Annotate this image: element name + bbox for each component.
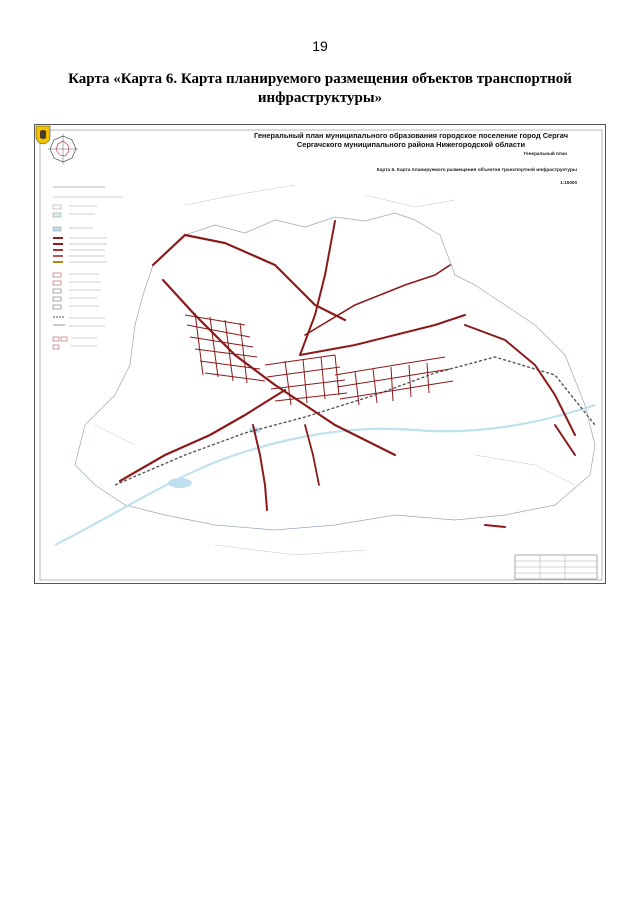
map-legend: [53, 187, 123, 349]
map-header: [235, 131, 587, 149]
title-block: [515, 555, 597, 579]
wind-rose: [48, 134, 78, 164]
document-title-line-2: инфраструктуры»: [257, 90, 383, 106]
railway: [115, 357, 595, 485]
lake: [168, 478, 192, 488]
document-title-line-1: Карта «Карта 6. Карта планируемого размещения объектов транспортной: [68, 71, 572, 87]
map-scale: 1:15000: [560, 180, 577, 185]
river: [55, 405, 595, 545]
document-title: [40, 70, 600, 108]
map-header-line-1: Генеральный план муниципального образования городское поселение город Сергач: [254, 131, 568, 140]
map-figure: [34, 124, 606, 584]
coat-of-arms-icon: [35, 125, 51, 145]
map-sheet-title: Карта 6. Карта планируемого размещения объектов транспортной инфраструктуры: [376, 168, 577, 173]
map-subheader: Генеральный план: [523, 151, 567, 156]
settlement-boundary: [75, 213, 595, 530]
page-number: 19: [312, 38, 328, 54]
map-drawing: [35, 125, 606, 584]
map-header-line-2: Сергачского муниципального района Нижегородской области: [296, 140, 526, 149]
